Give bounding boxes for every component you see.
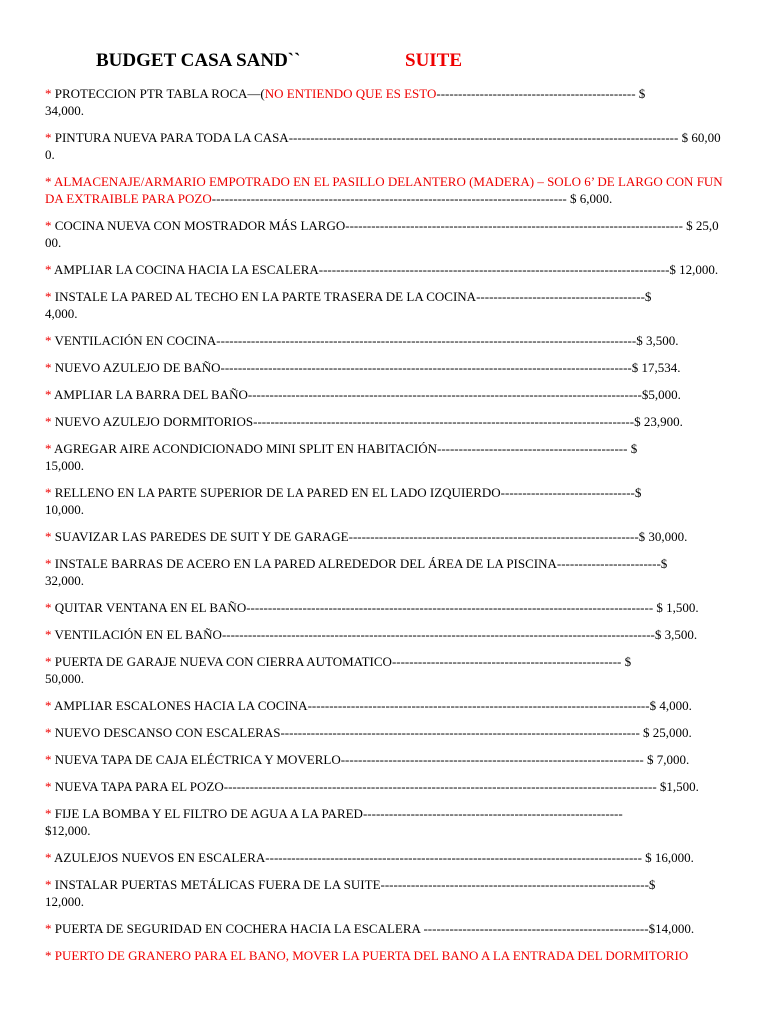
budget-item <box>45 920 725 937</box>
bullet-asterisk-icon: * <box>45 948 55 963</box>
bullet-asterisk-icon: * <box>45 360 55 375</box>
item-leader-price: ------------------------$ <box>556 556 668 571</box>
document-title <box>45 0 724 70</box>
budget-item <box>45 386 725 403</box>
item-leader-price: ----------------------------------------------------$14,000. <box>423 921 695 936</box>
item-price-continued: 15,000. <box>45 458 84 473</box>
item-leader-price: ---------------------------------------------- $ <box>436 86 646 101</box>
item-description: AMPLIAR LA BARRA DEL BAÑO <box>54 387 248 402</box>
item-description: INSTALAR PUERTAS METÁLICAS FUERA DE LA SUITE <box>54 877 381 892</box>
item-leader-price: ----------------------------------------------------------------------------------- $ 25,000. <box>280 725 692 740</box>
budget-item <box>45 85 725 119</box>
item-leader-price: ---------------------------------------------------------------------------------- $ 6,000. <box>211 191 613 206</box>
bullet-asterisk-icon: * <box>45 556 55 571</box>
item-description: VENTILACIÓN EN EL BAÑO <box>54 627 222 642</box>
budget-item <box>45 599 725 616</box>
bullet-asterisk-icon: * <box>45 262 55 277</box>
item-description: COCINA NUEVA CON MOSTRADOR MÁS LARGO <box>54 218 346 233</box>
item-leader-price: ----------------------------------------------------------------------------------------------------$ 3,500. <box>221 627 698 642</box>
item-price-continued: $12,000. <box>45 823 91 838</box>
item-description: QUITAR VENTANA EN EL BAÑO <box>54 600 247 615</box>
item-description: AGREGAR AIRE ACONDICIONADO MINI SPLIT EN HABITACIÓN <box>54 441 437 456</box>
item-leader-price: --------------------------------------------------------------------------------------- $ 16,000. <box>265 850 694 865</box>
item-description: PROTECCION PTR TABLA ROCA—( <box>54 86 265 101</box>
item-price-continued: 4,000. <box>45 306 78 321</box>
bullet-asterisk-icon: * <box>45 850 55 865</box>
item-leader-price: ----------------------------------------------------- $ <box>391 654 632 669</box>
title-main: BUDGET CASA SAND`` <box>96 50 301 71</box>
budget-item <box>45 359 725 376</box>
bullet-asterisk-icon: * <box>45 485 55 500</box>
item-description: NUEVA TAPA DE CAJA ELÉCTRICA Y MOVERLO <box>54 752 341 767</box>
item-description: AMPLIAR ESCALONES HACIA LA COCINA <box>54 698 308 713</box>
item-description: PUERTA DE GARAJE NUEVA CON CIERRA AUTOMATICO <box>54 654 392 669</box>
bullet-asterisk-icon: * <box>45 387 55 402</box>
title-accent: SUITE <box>405 50 463 71</box>
item-description: SUAVIZAR LAS PAREDES DE SUIT Y DE GARAGE <box>54 529 349 544</box>
bullet-asterisk-icon: * <box>45 921 55 936</box>
item-price-continued: 10,000. <box>45 502 84 517</box>
item-leader-price: ---------------------------------------$ <box>476 289 652 304</box>
budget-item-list <box>45 85 725 974</box>
item-note-red: ALMACENAJE/ARMARIO EMPOTRADO EN EL PASILLO DELANTERO (MADERA) – SOLO 6’ DE LARGO CON FUNDA EXTRAIBLE PARA POZO <box>45 174 723 206</box>
bullet-asterisk-icon: * <box>45 806 55 821</box>
budget-item <box>45 288 725 322</box>
item-description: NUEVO DESCANSO CON ESCALERAS <box>54 725 281 740</box>
bullet-asterisk-icon: * <box>45 752 55 767</box>
bullet-asterisk-icon: * <box>45 218 55 233</box>
item-description: RELLENO EN LA PARTE SUPERIOR DE LA PARED EN EL LADO IZQUIERDO <box>54 485 501 500</box>
item-leader-price: -------------------------------------------------------------------------------$ 4,000. <box>307 698 692 713</box>
item-leader-price: -------------------------------------------------------------------------------------------$5,000. <box>247 387 681 402</box>
item-description: PUERTA DE SEGURIDAD EN COCHERA HACIA LA ESCALERA <box>54 921 424 936</box>
item-leader-price: -------------------------------------------------------------------------------------------------$ 3,500. <box>216 333 679 348</box>
bullet-asterisk-icon: * <box>45 414 55 429</box>
item-leader-price: ------------------------------------------------------------------------------ $ 25,000. <box>45 218 719 250</box>
budget-item <box>45 129 725 163</box>
budget-item <box>45 626 725 643</box>
bullet-asterisk-icon: * <box>45 779 55 794</box>
item-price-continued: 32,000. <box>45 573 84 588</box>
item-description: AMPLIAR LA COCINA HACIA LA ESCALERA <box>54 262 319 277</box>
bullet-asterisk-icon: * <box>45 333 55 348</box>
bullet-asterisk-icon: * <box>45 600 55 615</box>
item-leader-price: ---------------------------------------------------------------------- $ 7,000. <box>340 752 690 767</box>
budget-item <box>45 778 725 795</box>
budget-item <box>45 555 725 589</box>
item-leader-price: ---------------------------------------------------------------------------------------------------- $1,500. <box>223 779 699 794</box>
budget-item <box>45 849 725 866</box>
item-leader-price: ---------------------------------------------------------------------------------------------- $ 1,500. <box>246 600 699 615</box>
item-price-continued: 12,000. <box>45 894 84 909</box>
item-description: NUEVO AZULEJO DORMITORIOS <box>54 414 254 429</box>
item-description: FIJE LA BOMBA Y EL FILTRO DE AGUA A LA PARED <box>54 806 363 821</box>
item-description: NUEVO AZULEJO DE BAÑO <box>54 360 221 375</box>
item-description: AZULEJOS NUEVOS EN ESCALERA <box>54 850 266 865</box>
item-price-continued: 50,000. <box>45 671 84 686</box>
budget-item <box>45 528 725 545</box>
budget-item <box>45 751 725 768</box>
budget-item <box>45 724 725 741</box>
item-price-continued: 34,000. <box>45 103 84 118</box>
budget-item <box>45 217 725 251</box>
budget-item <box>45 697 725 714</box>
item-description: NUEVA TAPA PARA EL POZO <box>54 779 224 794</box>
budget-item <box>45 440 725 474</box>
bullet-asterisk-icon: * <box>45 654 55 669</box>
bullet-asterisk-icon: * <box>45 725 55 740</box>
item-leader-price: -------------------------------------------- $ <box>436 441 638 456</box>
item-description: PINTURA NUEVA PARA TODA LA CASA <box>54 130 289 145</box>
budget-item <box>45 332 725 349</box>
bullet-asterisk-icon: * <box>45 877 55 892</box>
item-description: VENTILACIÓN EN COCINA <box>54 333 217 348</box>
item-description: INSTALE LA PARED AL TECHO EN LA PARTE TRASERA DE LA COCINA <box>54 289 477 304</box>
budget-item <box>45 805 725 839</box>
bullet-asterisk-icon: * <box>45 441 55 456</box>
item-leader-price: ---------------------------------------------------------------------------------$ 12,000. <box>318 262 719 277</box>
bullet-asterisk-icon: * <box>45 130 55 145</box>
budget-item <box>45 484 725 518</box>
bullet-asterisk-icon: * <box>45 86 55 101</box>
bullet-asterisk-icon: * <box>45 529 55 544</box>
item-note-red: NO ENTIENDO QUE ES ESTO <box>264 86 437 101</box>
item-leader-price: ----------------------------------------------------------------------------------------$ 23,900. <box>253 414 683 429</box>
bullet-asterisk-icon: * <box>45 627 55 642</box>
item-note-red: PUERTO DE GRANERO PARA EL BANO, MOVER LA PUERTA DEL BANO A LA ENTRADA DEL DORMITORIO <box>54 948 689 963</box>
item-leader-price: ------------------------------------------------------------ <box>362 806 623 821</box>
budget-item <box>45 173 725 207</box>
item-leader-price: ------------------------------------------------------------------------------------------ $ 60,000. <box>45 130 721 162</box>
item-leader-price: -------------------------------------------------------------------$ 30,000. <box>348 529 688 544</box>
bullet-asterisk-icon: * <box>45 698 55 713</box>
item-leader-price: -----------------------------------------------------------------------------------------------$ 17,534. <box>220 360 681 375</box>
bullet-asterisk-icon: * <box>45 289 55 304</box>
budget-item <box>45 947 725 964</box>
item-description: INSTALE BARRAS DE ACERO EN LA PARED ALREDEDOR DEL ÁREA DE LA PISCINA <box>54 556 557 571</box>
item-leader-price: -------------------------------$ <box>500 485 642 500</box>
budget-item <box>45 876 725 910</box>
bullet-asterisk-icon: * <box>45 174 55 189</box>
budget-item <box>45 261 725 278</box>
budget-item <box>45 653 725 687</box>
budget-item <box>45 413 725 430</box>
item-leader-price: --------------------------------------------------------------$ <box>380 877 656 892</box>
